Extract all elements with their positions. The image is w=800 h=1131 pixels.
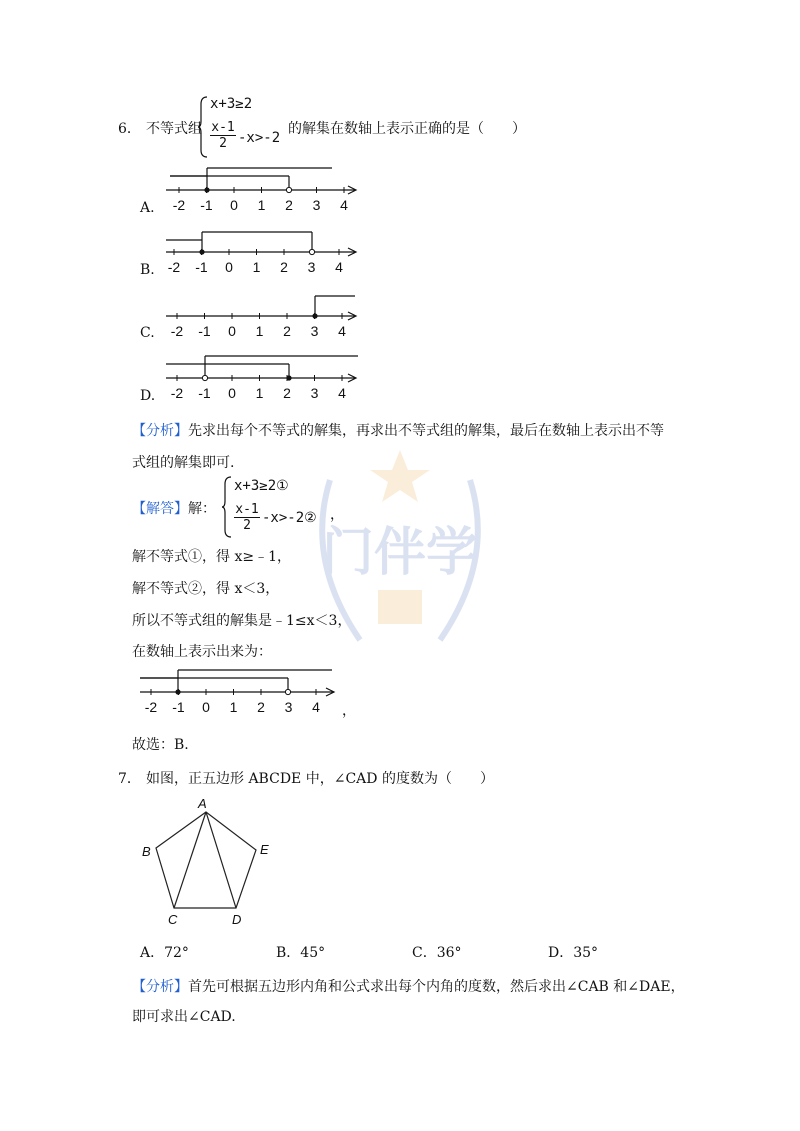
- q6-option-a-numberline: [160, 160, 360, 216]
- q6-option-d-numberline: [160, 348, 360, 404]
- open-dot: [285, 689, 290, 694]
- pentagon-figure: [130, 796, 290, 930]
- q6-option-d-label: D.: [140, 388, 156, 404]
- tick-label: 2: [283, 385, 291, 401]
- step2: 解不等式②，得 x＜3，: [132, 581, 280, 597]
- tick-label: 2: [285, 197, 293, 213]
- answer-tag: 【解答】: [132, 501, 188, 517]
- tick-label: 0: [202, 699, 210, 715]
- watermark-logo: [300, 440, 500, 680]
- q7-analysis-line1: 首先可根据五边形内角和公式求出每个内角的度数，然后求出∠CAB 和∠DAE，: [188, 979, 685, 995]
- diagonal-ad: [206, 812, 236, 908]
- watermark-text: 门伴学: [321, 524, 479, 582]
- open-dot: [286, 187, 291, 192]
- vertex-c-label: C: [168, 912, 178, 927]
- tick-label: 1: [255, 385, 264, 401]
- tick-label: -2: [170, 385, 184, 401]
- q7-analysis-line2: 即可求出∠CAD.: [132, 1009, 236, 1025]
- diagonal-ac: [174, 812, 206, 908]
- analysis-tag: 【分析】: [132, 423, 188, 439]
- open-dot: [309, 249, 314, 254]
- tick-label: 4: [338, 323, 346, 339]
- q6-frac-den: 2: [210, 135, 236, 151]
- q6-frac-num: x-1: [211, 120, 235, 135]
- tick-label: 0: [225, 259, 233, 275]
- q6-ineq2-tail: -x>-2: [238, 130, 281, 146]
- analysis-line1: 先求出每个不等式的解集，再求出不等式组的解集，最后在数轴上表示出不等: [188, 423, 664, 439]
- tick-label: 4: [340, 197, 348, 213]
- answer-ineq1: x+3≥2①: [234, 478, 289, 494]
- q6-prefix: 不等式组: [146, 121, 202, 137]
- q6-ineq1: x+3≥2: [210, 96, 253, 112]
- answer-prefix: 解：: [188, 501, 216, 517]
- tick-label: 4: [338, 385, 346, 401]
- filled-dot: [312, 313, 317, 318]
- filled-dot: [286, 375, 291, 380]
- tick-label: 1: [252, 259, 261, 275]
- vertex-d-label: D: [232, 912, 242, 927]
- tick-label: 2: [283, 323, 291, 339]
- tick-label: -2: [170, 323, 184, 339]
- tick-label: 0: [228, 323, 236, 339]
- q7-option-a: A．72°: [140, 945, 189, 961]
- answer-fraction: [234, 502, 260, 533]
- q6-option-a-label: A.: [140, 200, 155, 216]
- q6-brace: [198, 96, 208, 158]
- filled-dot: [175, 689, 180, 694]
- filled-dot: [204, 187, 209, 192]
- tick-label: -1: [195, 259, 208, 275]
- tick-label: 3: [310, 385, 319, 401]
- tick-label: -2: [144, 699, 158, 715]
- tick-label: 0: [228, 385, 236, 401]
- answer-comma: ，: [330, 507, 344, 523]
- filled-dot: [199, 249, 204, 254]
- q7-option-d: D．35°: [548, 945, 599, 961]
- q7-stem: 如图，正五边形 ABCDE 中，∠CAD 的度数为（ ）: [146, 771, 494, 787]
- step1: 解不等式①，得 x≥﹣1，: [132, 549, 291, 565]
- tick-label: 3: [307, 259, 316, 275]
- vertex-e-label: E: [260, 842, 269, 857]
- q6-option-b-label: B.: [140, 262, 155, 278]
- tick-label: 2: [257, 699, 265, 715]
- tick-label: -1: [198, 385, 211, 401]
- q6-number: 6．: [118, 121, 141, 137]
- q6-option-c-numberline: [160, 286, 360, 342]
- q7-analysis-tag: 【分析】: [132, 979, 188, 995]
- step4: 在数轴上表示出来为：: [132, 644, 272, 660]
- answer-numberline: [134, 662, 344, 718]
- vertex-a-label: A: [198, 796, 207, 811]
- answer-frac-num: x-1: [235, 502, 259, 517]
- tick-label: -2: [167, 259, 181, 275]
- pentagon: [156, 812, 256, 908]
- q7-analysis: [132, 976, 685, 996]
- q6-analysis: [132, 420, 664, 440]
- q6-answer-brace: [222, 476, 232, 538]
- q6-option-c-label: C.: [140, 325, 155, 341]
- tick-label: 3: [284, 699, 293, 715]
- vertex-b-label: B: [142, 844, 151, 859]
- open-dot: [202, 375, 207, 380]
- tick-label: 1: [255, 323, 264, 339]
- tick-label: 4: [312, 699, 320, 715]
- answer-ineq2-tail: -x>-2②: [262, 510, 317, 526]
- tick-label: 3: [312, 197, 321, 213]
- q7-number: 7．: [118, 771, 141, 787]
- q7-option-c: C．36°: [412, 945, 462, 961]
- q6-fraction: [210, 120, 236, 151]
- step3: 所以不等式组的解集是﹣1≤x＜3，: [132, 613, 352, 629]
- tick-label: -2: [172, 197, 186, 213]
- q6-choice: 故选：B.: [132, 737, 189, 753]
- q6-answer-head: [132, 498, 216, 518]
- q6-suffix: 的解集在数轴上表示正确的是（ ）: [288, 121, 526, 137]
- tick-label: 2: [280, 259, 288, 275]
- answer-frac-den: 2: [234, 517, 260, 533]
- answer-period: ，: [342, 703, 356, 719]
- tick-label: 1: [257, 197, 266, 213]
- tick-label: -1: [200, 197, 213, 213]
- q7-option-b: B．45°: [276, 945, 326, 961]
- q6-analysis-line2: 式组的解集即可.: [132, 455, 235, 471]
- q6-option-b-numberline: [160, 222, 360, 278]
- tick-label: 0: [230, 197, 238, 213]
- tick-label: -1: [172, 699, 185, 715]
- tick-label: 4: [335, 259, 343, 275]
- tick-label: 3: [310, 323, 319, 339]
- tick-label: 1: [229, 699, 238, 715]
- tick-label: -1: [198, 323, 211, 339]
